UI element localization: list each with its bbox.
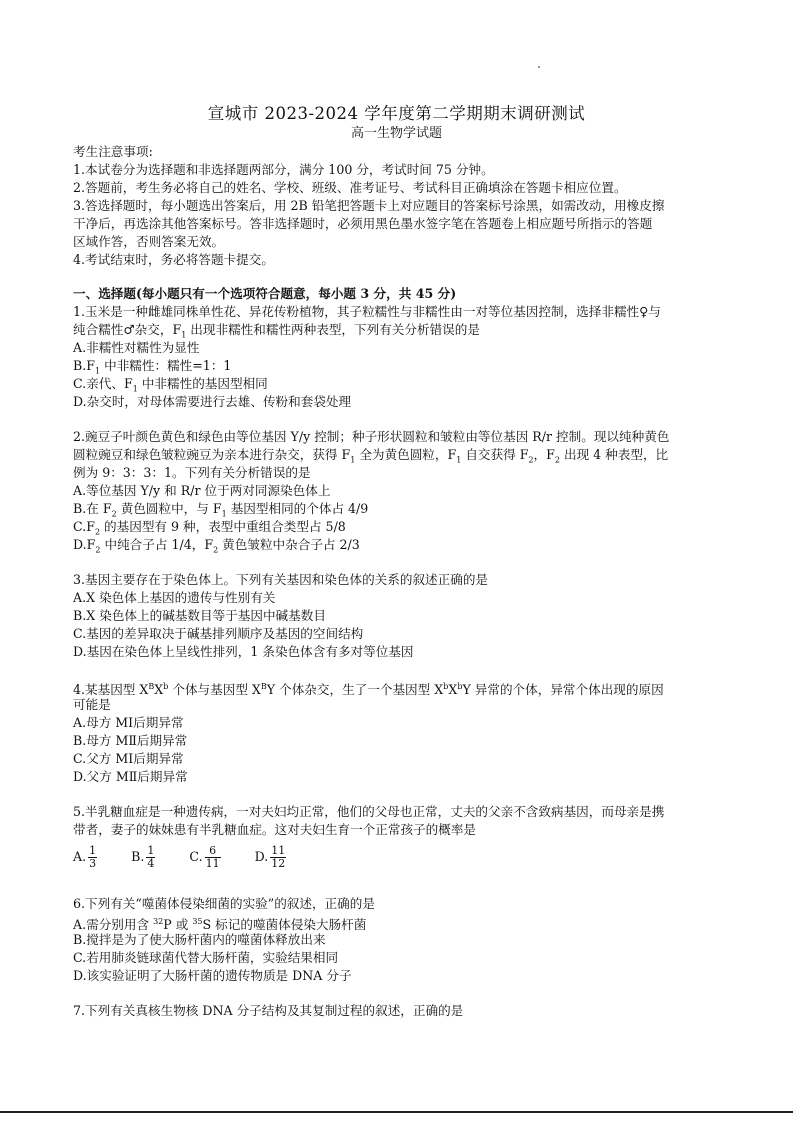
page-title: 宣城市 2023-2024 学年度第二学期期末调研测试 bbox=[207, 104, 586, 123]
q3-option-d: D.基因在染色体上呈线性排列，1 条染色体含有多对等位基因 bbox=[73, 644, 414, 659]
note-3-line-c: 区域作答，否则答案无效。 bbox=[73, 234, 225, 249]
q4-option-b: B.母方 MⅡ后期异常 bbox=[73, 733, 188, 748]
note-4: 4.考试结束时，务必将答题卡提交。 bbox=[73, 252, 274, 267]
q2-option-d: $D.F_2$ 中纯合子占 1/4，$F_2$ 黄色皱粒中杂合子占 2/3 bbox=[73, 537, 360, 555]
notes-heading: 考生注意事项: bbox=[73, 144, 153, 159]
q5-options bbox=[73, 842, 288, 872]
q1-option-c: C.亲代、$F_1$ 中非糯性的基因型相同 bbox=[73, 376, 268, 394]
section-heading: 一、选择题(每小题只有一个选项符合题意，每小题 3 分，共 45 分) bbox=[73, 286, 457, 301]
q2-stem-line-b: 圆粒豌豆和绿色皱粒豌豆为亲本进行杂交，获得 $F_1$ 全为黄色圆粒，$F_1$ 自交获得 $F_2$，$F_2$ 出现 4 种表型，比 bbox=[73, 447, 669, 465]
q2-option-c: $C.F_2$ 的基因型有 9 种，表型中重组合类型占 5/8 bbox=[73, 519, 346, 537]
q3-stem: 3.基因主要存在于染色体上。下列有关基因和染色体的关系的叙述正确的是 bbox=[73, 572, 489, 587]
q3-option-a: A.X 染色体上基因的遗传与性别有关 bbox=[73, 590, 276, 605]
q1-stem-line-a: 1.玉米是一种雌雄同株单性花、异花传粉植物，其子粒糯性与非糯性由一对等位基因控制，选择非糯性♀与 bbox=[73, 304, 661, 319]
q6-option-a: A.需分别用含 $^{32}$P 或 $^{35}$S 标记的噬菌体侵染大肠杆菌 bbox=[73, 917, 367, 933]
bottom-rule bbox=[0, 1111, 793, 1113]
q2-stem-line-a: 2.豌豆子叶颜色黄色和绿色由等位基因 Y/y 控制；种子形状圆粒和皱粒由等位基因 R/r 控制。现以纯种黄色 bbox=[73, 429, 670, 444]
scan-dot bbox=[538, 66, 540, 68]
q4-stem-line-a: 4.某基因型 $X^BX^b$ 个体与基因型 $X^BY$ 个体杂交，生了一个基因型 $X^bX^bY$ 异常的个体，异常个体出现的原因 bbox=[73, 682, 664, 698]
q6-option-b: B.搅拌是为了使大肠杆菌内的噬菌体释放出来 bbox=[73, 932, 326, 947]
q1-option-b: $B.F_1$ 中非糯性：糯性=1：1 bbox=[73, 358, 232, 376]
q3-option-b: B.X 染色体上的碱基数目等于基因中碱基数目 bbox=[73, 608, 326, 623]
q2-stem-line-c: 例为 9：3：3：1。下列有关分析错误的是 bbox=[73, 465, 311, 480]
q4-option-d: D.父方 MⅡ后期异常 bbox=[73, 769, 188, 784]
q5-stem-line-a: 5.半乳糖血症是一种遗传病，一对夫妇均正常，他们的父母也正常，丈夫的父亲不含致病基因，而母亲是携 bbox=[73, 804, 665, 819]
q6-option-c: C.若用肺炎链球菌代替大肠杆菌，实验结果相同 bbox=[73, 950, 339, 965]
q1-stem-line-b: 纯合糯性♂杂交，$F_1$ 出现非糯性和糯性两种表型，下列有关分析错误的是 bbox=[73, 322, 480, 340]
note-3-line-b: 干净后，再选涂其他答案标号。答非选择题时，必须用黑色墨水签字笔在答题卷上相应题号所指示的答题 bbox=[73, 216, 653, 231]
q1-option-a: A.非糯性对糯性为显性 bbox=[73, 340, 200, 355]
q6-option-d: D.该实验证明了大肠杆菌的遗传物质是 DNA 分子 bbox=[73, 968, 352, 983]
q4-option-c: C.父方 MⅠ后期异常 bbox=[73, 751, 184, 766]
q5-option-c: C. $\frac{6}{11}$ bbox=[189, 844, 220, 870]
q5-option-d: D. $\frac{11}{12}$ bbox=[254, 844, 286, 870]
q1-option-d: D.杂交时，对母体需要进行去雄、传粉和套袋处理 bbox=[73, 394, 352, 409]
note-2: 2.答题前，考生务必将自己的姓名、学校、班级、准考证号、考试科目正确填涂在答题卡相应位置。 bbox=[73, 180, 627, 195]
page-subtitle: 高一生物学试题 bbox=[350, 126, 442, 141]
note-3-line-a: 3.答选择题时，每小题选出答案后，用 2B 铅笔把答题卡上对应题目的答案标号涂黑，如需改动，用橡皮擦 bbox=[73, 198, 665, 213]
q7-stem: 7.下列有关真核生物核 DNA 分子结构及其复制过程的叙述，正确的是 bbox=[73, 1003, 464, 1018]
q4-option-a: A.母方 MⅠ后期异常 bbox=[73, 715, 184, 730]
q5-option-a: A. $\frac{1}{3}$ bbox=[73, 844, 97, 870]
q3-option-c: C.基因的差异取决于碱基排列顺序及基因的空间结构 bbox=[73, 626, 364, 641]
note-1: 1.本试卷分为选择题和非选择题两部分，满分 100 分，考试时间 75 分钟。 bbox=[73, 162, 494, 177]
q2-option-a: A.等位基因 Y/y 和 R/r 位于两对同源染色体上 bbox=[73, 483, 331, 498]
q2-option-b: B.在 $F_2$ 黄色圆粒中，与 $F_1$ 基因型相同的个体占 4/9 bbox=[73, 501, 369, 519]
q5-stem-line-b: 带者，妻子的妹妹患有半乳糖血症。这对夫妇生育一个正常孩子的概率是 bbox=[73, 822, 476, 837]
q6-stem: 6.下列有关“噬菌体侵染细菌的实验”的叙述，正确的是 bbox=[73, 896, 375, 911]
q4-stem-line-b: 可能是 bbox=[73, 697, 111, 712]
q5-option-b: B. $\frac{1}{4}$ bbox=[131, 844, 155, 870]
